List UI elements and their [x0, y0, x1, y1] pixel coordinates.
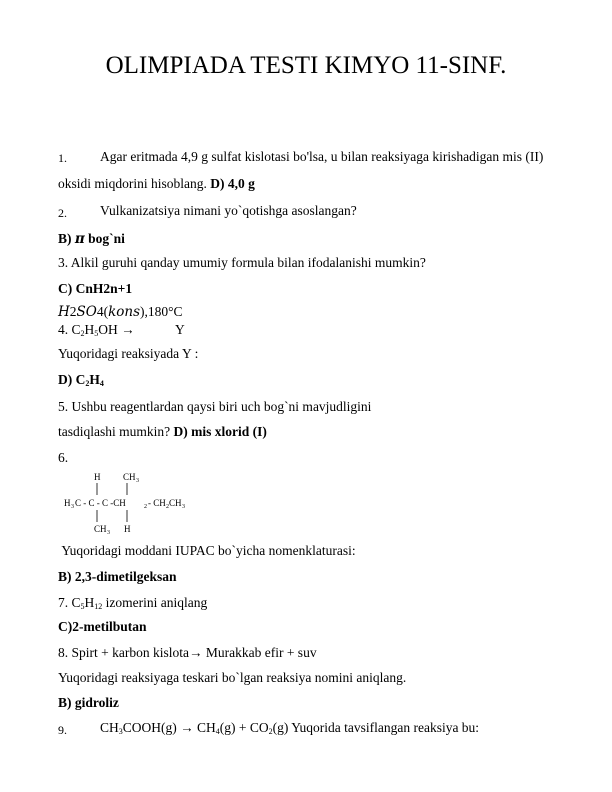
- question-8-text: 8. Spirt + karbon kislota→ Murakkab efir + suv: [58, 645, 317, 660]
- structure-h3c-sub: 3: [71, 504, 74, 510]
- structure-ch-top: CH: [123, 472, 136, 482]
- question-4-suffix: OH →: [98, 322, 135, 337]
- question-9-number: 9.: [58, 723, 67, 737]
- question-9-sub-1: 3: [118, 727, 123, 736]
- question-7-sub-2: 12: [94, 602, 103, 611]
- question-2-answer-suffix: bog`ni: [88, 231, 125, 246]
- pi-symbol: π: [74, 231, 85, 247]
- structure-ch3-end: CH: [169, 498, 182, 508]
- question-4-text: Yuqoridagi reaksiyada Y :: [58, 346, 199, 361]
- question-3-text: 3. Alkil guruhi qanday umumiy formula bilan ifodalanishi mumkin?: [58, 255, 426, 270]
- reaction-condition: 𝐻2𝑆𝑂4(𝑘𝑜𝑛𝑠),180°C: [58, 304, 183, 319]
- question-6-answer-wrap: [58, 569, 177, 585]
- question-1-text: Agar eritmada 4,9 g sulfat kislotasi bo'lsa, u bilan reaksiyaga kirishadigan mis (II): [100, 149, 544, 164]
- question-3-answer-wrap: [58, 281, 132, 297]
- question-4-prefix: 4. C: [58, 322, 81, 337]
- question-1-answer: D) 4,0 g: [210, 176, 255, 191]
- question-1-number: 1.: [58, 151, 67, 165]
- question-4-answer-sub-1: 2: [85, 379, 90, 388]
- question-4-answer-mid: H: [89, 372, 100, 387]
- question-8-answer-wrap: [58, 695, 119, 711]
- question-5-text: 5. Ushbu reagentlardan qaysi biri uch bog`ni mavjudligini: [58, 399, 372, 414]
- question-4-answer: [58, 372, 104, 388]
- structure-ch2b: - CH: [148, 498, 166, 508]
- structural-formula: [60, 468, 200, 538]
- question-9-text: [100, 720, 479, 736]
- question-9-part-1: CH: [100, 720, 119, 735]
- question-7-answer: C)2-metilbutan: [58, 619, 147, 634]
- question-1-text-2: oksidi miqdorini hisoblang.: [58, 176, 207, 191]
- question-6-answer: B) 2,3-dimetilgeksan: [58, 569, 177, 584]
- question-2-text: Vulkanizatsiya nimani yo`qotishga asoslangan?: [100, 203, 357, 218]
- question-4-answer-prefix: D) C: [58, 372, 86, 387]
- question-3-answer: C) CnH2n+1: [58, 281, 133, 296]
- question-6-number: 6.: [58, 450, 69, 465]
- structure-h-top: H: [94, 472, 101, 482]
- page-title: OLIMPIADA TESTI KIMYO 11-SINF.: [105, 52, 507, 79]
- question-6-text-inner: Yuqoridagi moddani IUPAC bo`yicha nomenklaturasi:: [61, 543, 356, 558]
- structure-main-chain: C - C - C -CH: [75, 498, 126, 508]
- question-9-sub-3: 2: [268, 727, 273, 736]
- structure-ch-top-sub: 3: [136, 478, 139, 484]
- question-4-mid: H: [84, 322, 95, 337]
- question-6-text: [58, 543, 356, 559]
- question-5-text-continued: [58, 424, 267, 440]
- structure-ch2b-sub: 2: [166, 504, 169, 510]
- question-5-answer: D) mis xlorid (I): [173, 424, 267, 439]
- question-7-text: [58, 595, 207, 611]
- question-5-text-2: tasdiqlashi mumkin?: [58, 424, 171, 439]
- structure-ch3-end-sub: 3: [182, 504, 185, 510]
- structure-ch2-sub: 2: [144, 504, 147, 510]
- question-2-answer-prefix: B): [58, 231, 72, 246]
- question-4-product: Y: [175, 322, 185, 337]
- question-4-sub-1: 2: [80, 329, 85, 338]
- question-7-prefix: 7. C: [58, 595, 81, 610]
- question-4-answer-sub-2: 4: [99, 379, 104, 388]
- question-9-part-4: (g) Yuqorida tavsiflangan reaksiya bu:: [272, 720, 480, 735]
- structure-h3c: H: [64, 498, 71, 508]
- question-8-question: Yuqoridagi reaksiyaga teskari bo`lgan reaksiya nomini aniqlang.: [58, 670, 407, 685]
- question-9-sub-2: 4: [215, 727, 220, 736]
- question-7-mid: H: [84, 595, 95, 610]
- structure-h-bottom: H: [124, 524, 131, 534]
- question-9-part-2: COOH(g) → CH: [122, 720, 216, 735]
- question-4-reaction: [58, 322, 135, 338]
- question-7-suffix: izomerini aniqlang: [105, 595, 208, 610]
- structure-ch-bottom: CH: [94, 524, 107, 534]
- question-7-answer-wrap: [58, 619, 147, 635]
- question-8-answer: B) gidroliz: [58, 695, 119, 710]
- question-7-sub-1: 5: [80, 602, 85, 611]
- question-1-text-continued: [58, 176, 255, 192]
- question-2-number: 2.: [58, 206, 67, 220]
- question-9-part-3: (g) + CO: [219, 720, 269, 735]
- question-4-sub-2: 5: [94, 329, 99, 338]
- question-2-answer: [58, 231, 125, 247]
- structure-ch-bottom-sub: 3: [107, 530, 110, 536]
